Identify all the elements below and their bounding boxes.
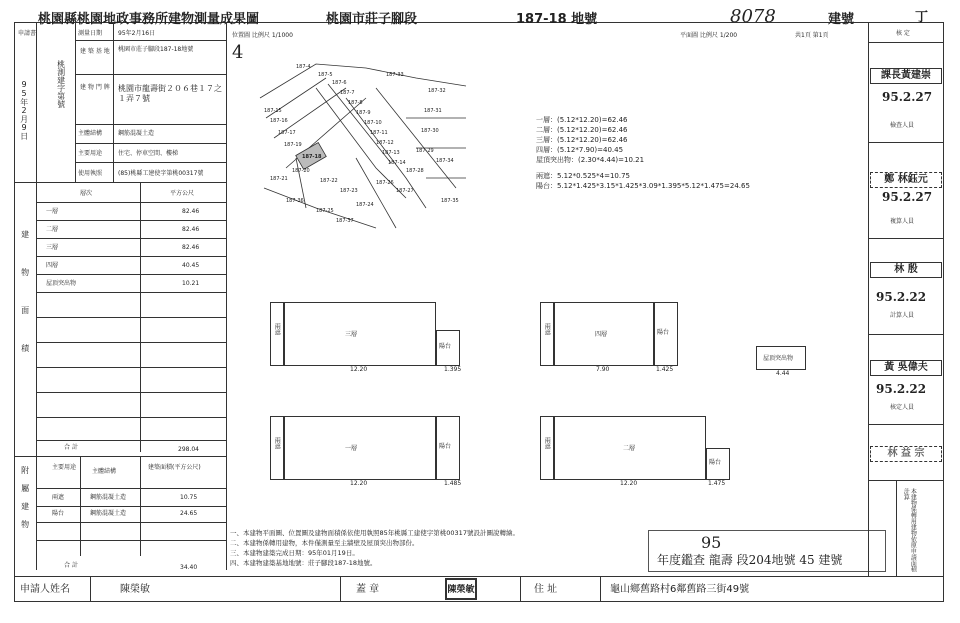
floor-area: 10.21	[182, 280, 200, 287]
plan-balcony-label: 陽台	[657, 329, 670, 336]
area-calculations	[536, 115, 796, 191]
seal-text: 陳榮敏	[447, 585, 475, 595]
signature-name: 林 殷	[894, 264, 918, 275]
row-line	[75, 74, 226, 75]
right-footer-divider	[896, 480, 897, 576]
row-line	[36, 417, 226, 418]
applicant-col-label: 申請書	[18, 30, 37, 37]
plan-balcony-label: 陽台	[439, 443, 452, 450]
row-line	[868, 42, 944, 43]
lot-label: 187-6	[332, 80, 347, 86]
stamp-text: 年度鑑查 龍壽 段204地號 45 建號	[657, 553, 843, 567]
lot-label: 187-5	[318, 72, 333, 78]
floor-col-header: 層次	[80, 190, 93, 197]
lot-label: 187-33	[386, 72, 404, 78]
plan-balcony-1f	[436, 416, 460, 480]
address-value: 龜山鄉舊路村6鄰舊路三街49號	[610, 584, 750, 595]
calc-line: 三層：(5.12*12.20)=62.46	[536, 136, 628, 144]
row-line	[14, 182, 226, 183]
lot-label: 187-10	[364, 120, 382, 126]
date-vertical: 95年2月9日	[19, 80, 29, 140]
plan-dimension: 1.425	[656, 366, 674, 373]
floor-area: 82.46	[182, 226, 200, 233]
right-column-border	[868, 22, 869, 576]
use-label: 主要用途	[78, 150, 103, 157]
lot-label: 187-14	[388, 160, 406, 166]
annex-area: 10.75	[180, 494, 198, 501]
signature-role: 核定人員	[890, 404, 915, 411]
signature-stamp-5	[870, 446, 942, 462]
floor-name: 屋頂突出物	[46, 280, 77, 287]
plan-label: 四層	[595, 331, 608, 338]
annex-area: 24.65	[180, 510, 198, 517]
lot-label: 187-37	[336, 218, 354, 224]
row-line	[36, 274, 226, 275]
row-line	[36, 238, 226, 239]
lot-label: 187-11	[370, 130, 388, 136]
plan-dimension: 12.20	[620, 480, 638, 487]
row-line	[36, 342, 226, 343]
floor-plan-roof	[756, 346, 806, 370]
lot-number: 187-18 地號	[516, 12, 598, 27]
annex-total-value: 34.40	[180, 564, 198, 571]
plan-dimension: 4.44	[776, 370, 790, 377]
note-line: 四、本建物建築基地地號：莊子腳段187-18地號。	[230, 559, 377, 567]
row-line	[75, 40, 226, 41]
row-line	[36, 317, 226, 318]
note-line: 一、本建物平面圖、位置圖及建物面積係依使用執照85年桃縣工建使字第桃00317號設計圖說轉繪。	[230, 529, 519, 537]
left-divider-2	[75, 22, 76, 182]
left-panel-border	[226, 22, 227, 570]
row-line	[868, 480, 944, 481]
plan-label: 屋頂突出物	[763, 355, 794, 362]
annex-use-header: 主要用途	[52, 464, 77, 471]
calc-line: 屋頂突出物：(2.30*4.44)=10.21	[536, 156, 645, 164]
plan-dimension: 1.395	[444, 366, 462, 373]
plan-dimension: 12.20	[350, 366, 368, 373]
bottom-row-top	[14, 576, 944, 577]
row-line	[36, 367, 226, 368]
annex-structure: 鋼筋混凝土造	[90, 510, 127, 517]
lot-label: 187-16	[270, 118, 288, 124]
plan-awning-2f	[540, 416, 554, 480]
lot-label: 187-18	[302, 154, 322, 160]
calc-line: 一層：(5.12*12.20)=62.46	[536, 116, 628, 124]
floor-name: 二層	[46, 226, 59, 233]
floor-area: 82.46	[182, 208, 200, 215]
license-label: 使用執照	[78, 170, 103, 177]
calc-line: 兩遮：5.12*0.525*4=10.75	[536, 172, 630, 180]
row-line	[36, 202, 226, 203]
plan-balcony-label: 陽台	[709, 459, 722, 466]
sheet-number: 共1頁 第1頁	[795, 32, 829, 39]
plan-scale: 平面圖 比例尺 1/200	[680, 32, 738, 39]
signature-name: 黃 吳偉夫	[884, 362, 928, 373]
lot-label: 187-23	[340, 188, 358, 194]
lot-label: 187-15	[264, 108, 282, 114]
calc-line: 陽台：5.12*1.425*3.15*1.425*3.09*1.395*5.12*1.475=24.65	[536, 182, 750, 190]
floor-area: 40.45	[182, 262, 200, 269]
lot-label: 187-12	[376, 140, 394, 146]
signature-role: 計算人員	[890, 312, 915, 319]
area-side-label: 建物面積	[20, 230, 30, 382]
address-plate-value: 桃園市龍壽街２０６巷１７之１弄７號	[118, 84, 222, 103]
calc-line: 二層：(5.12*12.20)=62.46	[536, 126, 628, 134]
address-plate-label: 建 物 門 牌	[80, 84, 110, 91]
plan-awning-label: 兩遮	[273, 323, 281, 335]
row-line	[75, 162, 226, 163]
lot-label: 187-13	[382, 150, 400, 156]
lot-label: 187-7	[340, 90, 355, 96]
row-line	[36, 540, 226, 541]
plan-label: 一層	[345, 445, 358, 452]
signature-date: 95.2.27	[882, 90, 933, 104]
lot-label: 187-24	[356, 202, 374, 208]
annex-name: 陽台	[52, 510, 65, 517]
document-title: 桃園縣桃園地政事務所建物測量成果圖	[38, 12, 260, 27]
lot-label: 187-22	[320, 178, 338, 184]
site-value: 桃園市莊子腳段187-18地號	[118, 46, 194, 53]
use-value: 住宅、停車空間、樓梯	[118, 150, 179, 157]
annex-structure: 鋼筋混凝土造	[90, 494, 127, 501]
row-line	[36, 256, 226, 257]
row-line	[36, 488, 226, 489]
signature-stamp-1	[870, 68, 942, 84]
floor-plan-2f	[554, 416, 706, 480]
notes	[230, 528, 519, 568]
bottom-divider	[90, 576, 91, 602]
floor-name: 一層	[46, 208, 59, 215]
plan-dimension: 1.485	[444, 480, 462, 487]
row-line	[868, 424, 944, 425]
date-value: 95年2月16日	[118, 30, 156, 37]
approve-col-label: 核 定	[896, 30, 910, 37]
signature-name: 林 益 宗	[887, 448, 925, 459]
signature-date: 95.2.22	[876, 290, 927, 304]
handwritten-number: 4	[232, 42, 244, 63]
floor-plan-1f	[284, 416, 436, 480]
lot-label: 187-9	[356, 110, 371, 116]
annual-check-stamp	[648, 530, 886, 572]
lot-label: 187-17	[278, 130, 296, 136]
bottom-divider	[600, 576, 601, 602]
row-line	[868, 334, 944, 335]
row-line	[36, 292, 226, 293]
row-line	[36, 440, 226, 441]
stamp-year: 95	[701, 533, 722, 552]
document-frame	[14, 22, 944, 602]
building-number-label: 建號	[828, 12, 855, 27]
plan-awning-4f	[540, 302, 554, 366]
lot-label: 187-32	[428, 88, 446, 94]
signature-name: 鄭 林鈺元	[884, 174, 928, 185]
lot-label: 187-27	[396, 188, 414, 194]
signature-role: 檢查人員	[890, 122, 915, 129]
bottom-divider	[520, 576, 521, 602]
lot-label: 187-8	[348, 100, 363, 106]
plan-label: 三層	[345, 331, 358, 338]
address-label: 住 址	[534, 584, 558, 595]
district-name: 桃園市莊子腳段	[326, 12, 418, 27]
lot-label: 187-31	[424, 108, 442, 114]
applicant-name-label: 申請人姓名	[20, 584, 70, 595]
plan-awning-label: 兩遮	[543, 437, 551, 449]
plan-awning-label: 兩遮	[543, 323, 551, 335]
note-line: 二、本建物係轉用建物，本件僅測量至主牆壁及屋頂突出物部份。	[230, 539, 419, 547]
annex-area-header: 建築面積(平方公尺)	[148, 464, 201, 471]
plan-dimension: 7.90	[596, 366, 610, 373]
row-line	[75, 143, 226, 144]
area-col-header: 平方公尺	[170, 190, 195, 197]
floor-plan-4f	[554, 302, 654, 366]
plan-balcony-2f	[706, 448, 730, 480]
plan-awning-3f	[270, 302, 284, 366]
area-total-value: 298.04	[178, 446, 199, 453]
signature-date: 95.2.27	[882, 190, 933, 204]
lot-label: 187-35	[441, 198, 459, 204]
annex-side-label: 附屬建物	[20, 466, 30, 538]
lot-label: 187-29	[416, 148, 434, 154]
floor-area: 82.46	[182, 244, 200, 251]
lot-label: 187-26	[376, 180, 394, 186]
corner-mark: 丁	[915, 10, 929, 25]
lot-label: 187-34	[436, 158, 454, 164]
signature-stamp-2	[870, 172, 942, 188]
lot-label: 187-20	[292, 168, 310, 174]
lot-labels	[256, 58, 471, 238]
date-label: 測量日期	[78, 30, 103, 37]
signature-stamp-3	[870, 262, 942, 278]
floor-name: 三層	[46, 244, 59, 251]
row-line	[36, 506, 226, 507]
row-line	[14, 456, 226, 457]
annex-total-label: 合 計	[64, 562, 78, 569]
structure-value: 鋼筋混凝土造	[118, 130, 155, 137]
row-line	[868, 238, 944, 239]
seal-label: 蓋 章	[356, 584, 380, 595]
left-divider-3	[113, 22, 114, 182]
signature-date: 95.2.22	[876, 382, 927, 396]
row-line	[36, 392, 226, 393]
lot-label: 187-25	[316, 208, 334, 214]
lot-label: 187-4	[296, 64, 311, 70]
plan-awning-1f	[270, 416, 284, 480]
lot-label: 187-19	[284, 142, 302, 148]
floor-plan-3f	[284, 302, 436, 366]
site-label: 建 築 基 地	[80, 48, 110, 55]
lot-label: 187-30	[421, 128, 439, 134]
row-line	[75, 124, 226, 125]
annex-structure-header: 主體結構	[92, 468, 117, 475]
plan-dimension: 12.20	[350, 480, 368, 487]
row-line	[36, 522, 226, 523]
floor-name: 四層	[46, 262, 59, 269]
annex-name: 兩遮	[52, 494, 65, 501]
registration-vertical: 桃測建字第號	[56, 60, 66, 108]
plan-dimension: 1.475	[708, 480, 726, 487]
signature-role: 複算人員	[890, 218, 915, 225]
license-value: (85)桃縣工建使字第桃00317號	[118, 170, 204, 177]
applicant-seal	[445, 578, 477, 600]
plan-label: 二層	[623, 445, 636, 452]
lot-label: 187-21	[270, 176, 288, 182]
plan-awning-label: 兩遮	[273, 437, 281, 449]
plan-balcony-4f	[654, 302, 678, 366]
row-line	[868, 142, 944, 143]
structure-label: 主體結構	[78, 130, 103, 137]
signature-stamp-4	[870, 360, 942, 376]
plan-balcony-3f	[436, 330, 460, 366]
bottom-divider	[340, 576, 341, 602]
plan-balcony-label: 陽台	[439, 343, 452, 350]
location-map-scale: 位置圖 比例尺 1/1000	[232, 32, 293, 39]
calc-line: 四層：(5.12*7.90)=40.45	[536, 146, 624, 154]
area-total-label: 合 計	[64, 444, 78, 451]
right-footer-note: 本建物係轉用建物依原申請面積計算	[902, 488, 917, 572]
lot-label: 187-28	[406, 168, 424, 174]
applicant-name: 陳榮敏	[120, 584, 150, 595]
signature-name: 課長黃建崇	[881, 70, 931, 81]
handwritten-building-number: 8078	[730, 6, 776, 27]
lot-label: 187-36	[286, 198, 304, 204]
note-line: 三、本建物建築完成日期：95年01月19日。	[230, 549, 359, 557]
row-line	[36, 220, 226, 221]
